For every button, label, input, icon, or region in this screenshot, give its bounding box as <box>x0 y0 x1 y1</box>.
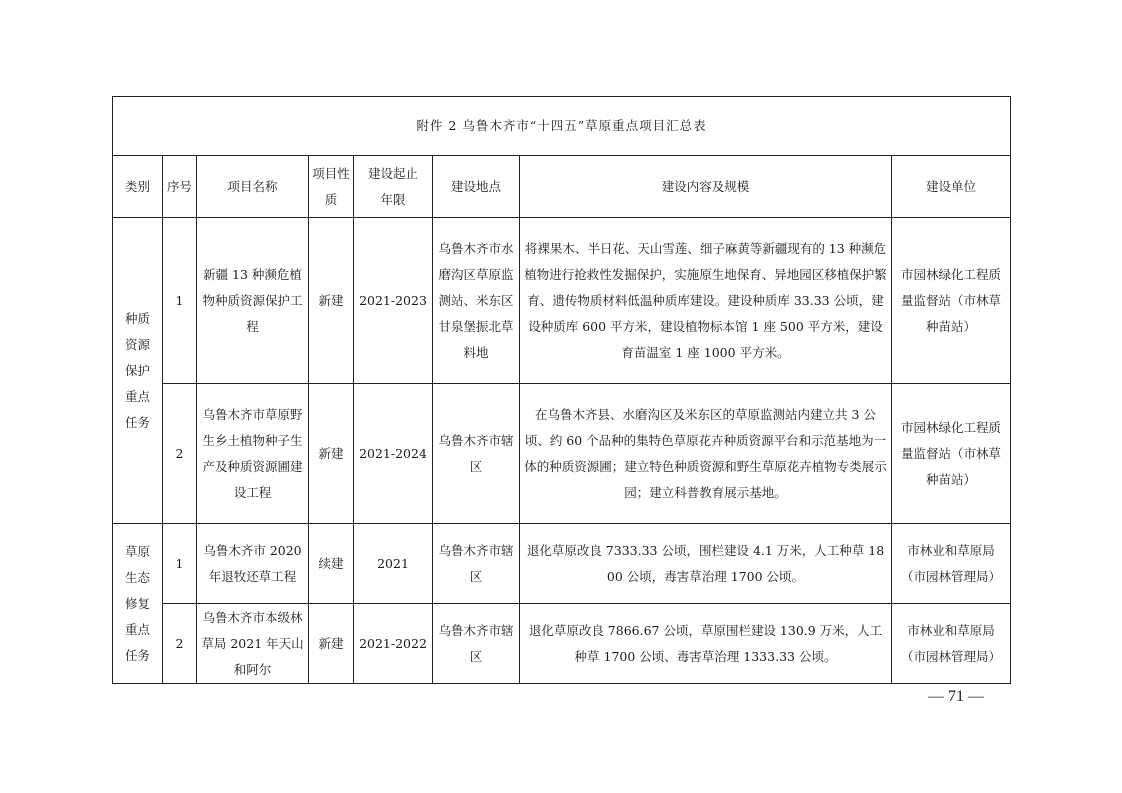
header-content: 建设内容及规模 <box>520 156 892 218</box>
location-cell: 乌鲁木齐市水磨沟区草原监测站、米东区甘泉堡振北草料地 <box>433 218 520 384</box>
location-cell: 乌鲁木齐市辖区 <box>433 524 520 604</box>
project-name-cell: 新疆 13 种濒危植物种质资源保护工程 <box>197 218 309 384</box>
nature-cell: 续建 <box>309 524 354 604</box>
header-unit: 建设单位 <box>892 156 1011 218</box>
nature-cell: 新建 <box>309 604 354 684</box>
project-name-cell: 乌鲁木齐市本级林草局 2021 年天山和阿尔 <box>197 604 309 684</box>
category-cell: 草原生态修复重点任务 <box>113 524 163 684</box>
unit-cell: 市林业和草原局（市园林管理局） <box>892 524 1011 604</box>
table-row <box>113 524 1011 604</box>
content-cell: 在乌鲁木齐县、水磨沟区及米东区的草原监测站内建立共 3 公顷、约 60 个品种的集特色草原花卉种质资源平台和示范基地为一体的种质资源圃；建立特色种质资源和野生草原花卉植物专类展示园；建立科普教育展示基地。 <box>520 384 892 524</box>
header-seq: 序号 <box>163 156 197 218</box>
seq-cell: 2 <box>163 604 197 684</box>
nature-cell: 新建 <box>309 218 354 384</box>
seq-cell: 1 <box>163 524 197 604</box>
header-name: 项目名称 <box>197 156 309 218</box>
period-cell: 2021 <box>354 524 433 604</box>
content-cell: 将裸果木、半日花、天山雪莲、细子麻黄等新疆现有的 13 种濒危植物进行抢救性发掘保护，实施原生地保育、异地园区移植保护繁育、遗传物质材料低温种质库建设。建设种质库 33.33 公顷，建设种质库 600 平方米，建设植物标本馆 1 座 500 平方米，建设育苗温室 1 座 1000 平方米。 <box>520 218 892 384</box>
unit-cell: 市园林绿化工程质量监督站（市林草种苗站） <box>892 218 1011 384</box>
table-title: 附件 2 乌鲁木齐市“十四五”草原重点项目汇总表 <box>113 97 1011 156</box>
header-category: 类别 <box>113 156 163 218</box>
project-summary-table <box>112 96 1011 684</box>
seq-cell: 2 <box>163 384 197 524</box>
page-number: — 71 — <box>928 688 984 705</box>
unit-cell: 市园林绿化工程质量监督站（市林草种苗站） <box>892 384 1011 524</box>
category-cell: 种质资源保护重点任务 <box>113 218 163 524</box>
nature-cell: 新建 <box>309 384 354 524</box>
project-name-cell: 乌鲁木齐市 2020 年退牧还草工程 <box>197 524 309 604</box>
period-cell: 2021-2023 <box>354 218 433 384</box>
period-cell: 2021-2024 <box>354 384 433 524</box>
header-nature: 项目性质 <box>309 156 354 218</box>
location-cell: 乌鲁木齐市辖区 <box>433 384 520 524</box>
content-cell: 退化草原改良 7866.67 公顷，草原围栏建设 130.9 万米，人工种草 1700 公顷、毒害草治理 1333.33 公顷。 <box>520 604 892 684</box>
table-row <box>113 384 1011 524</box>
header-location: 建设地点 <box>433 156 520 218</box>
location-cell: 乌鲁木齐市辖区 <box>433 604 520 684</box>
table-row <box>113 604 1011 684</box>
table-row <box>113 218 1011 384</box>
title-row <box>113 97 1011 156</box>
header-row <box>113 156 1011 218</box>
project-name-cell: 乌鲁木齐市草原野生乡土植物种子生产及种质资源圃建设工程 <box>197 384 309 524</box>
content-cell: 退化草原改良 7333.33 公顷，围栏建设 4.1 万米，人工种草 1800 公顷，毒害草治理 1700 公顷。 <box>520 524 892 604</box>
header-period: 建设起止年限 <box>354 156 433 218</box>
seq-cell: 1 <box>163 218 197 384</box>
period-cell: 2021-2022 <box>354 604 433 684</box>
unit-cell: 市林业和草原局（市园林管理局） <box>892 604 1011 684</box>
